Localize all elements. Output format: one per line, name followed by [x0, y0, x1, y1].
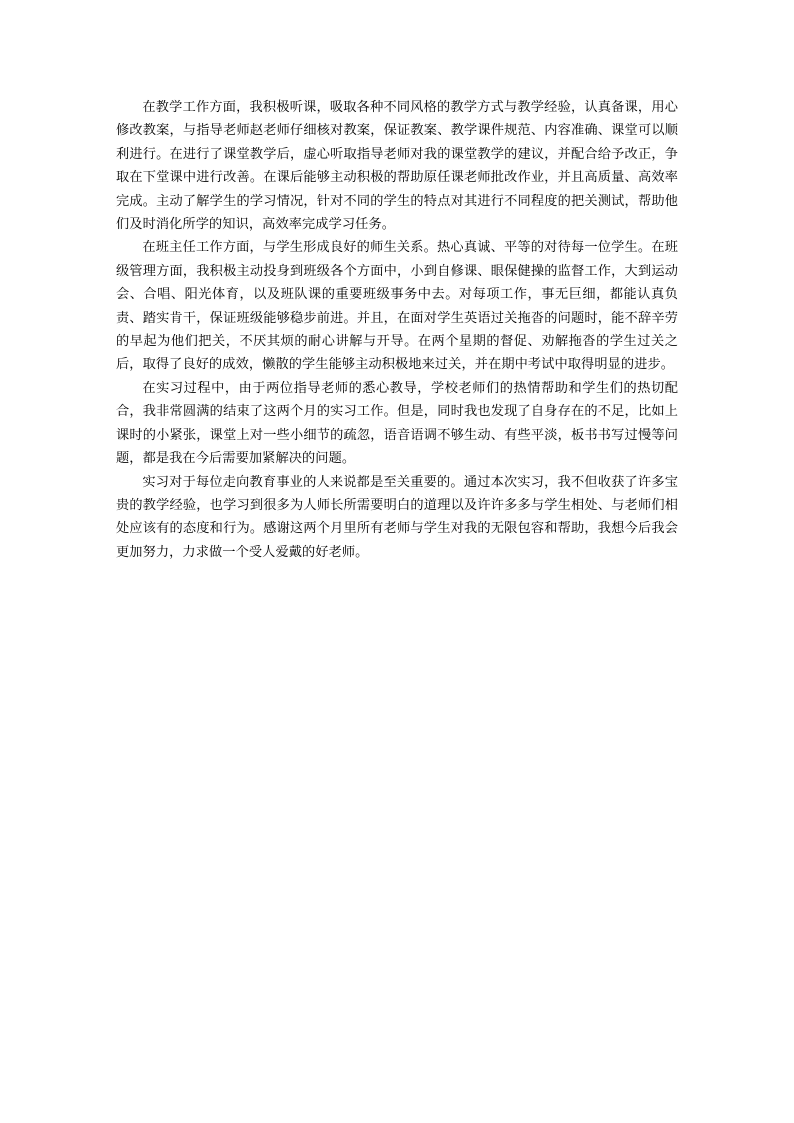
paragraph-teaching-work: 在教学工作方面，我积极听课，吸取各种不同风格的教学方式与教学经验，认真备课，用心修改教案，与指导老师赵老师仔细核对教案，保证教案、教学课件规范、内容准确、课堂可以顺利进行。在进行了课堂教学后，虚心听取指导老师对我的课堂教学的建议，并配合给予改正，争取在下堂课中进行改善。在课后能够主动积极的帮助原任课老师批改作业，并且高质量、高效率完成。主动了解学生的学习情况，针对不同的学生的特点对其进行不同程度的把关测试，帮助他们及时消化所学的知识，高效率完成学习任务。 — [116, 100, 678, 233]
paragraph-internship-reflection: 在实习过程中，由于两位指导老师的悉心教导，学校老师们的热情帮助和学生们的热切配合，我非常圆满的结束了这两个月的实习工作。但是，同时我也发现了自身存在的不足，比如上课时的小紧张，课堂上对一些小细节的疏忽，语音语调不够生动、有些平淡，板书书写过慢等问题，都是我在今后需要加紧解决的问题。 — [116, 380, 678, 467]
document-body — [116, 96, 678, 564]
paragraph-conclusion: 实习对于每位走向教育事业的人来说都是至关重要的。通过本次实习，我不但收获了许多宝贵的教学经验，也学习到很多为人师长所需要明白的道理以及许许多多与学生相处、与老师们相处应该有的态度和行为。感谢这两个月里所有老师与学生对我的无限包容和帮助，我想今后我会更加努力，力求做一个受人爱戴的好老师。 — [116, 474, 678, 560]
paragraph-class-teacher-work: 在班主任工作方面，与学生形成良好的师生关系。热心真诚、平等的对待每一位学生。在班级管理方面，我积极主动投身到班级各个方面中，小到自修课、眼保健操的监督工作，大到运动会、合唱、阳光体育，以及班队课的重要班级事务中去。对每项工作，事无巨细，都能认真负责、踏实肯干，保证班级能够稳步前进。并且，在面对学生英语过关拖沓的问题时，能不辞辛劳的早起为他们把关，不厌其烦的耐心讲解与开导。在两个星期的督促、劝解拖沓的学生过关之后，取得了良好的成效，懒散的学生能够主动积极地来过关，并在期中考试中取得明显的进步。 — [116, 240, 678, 373]
